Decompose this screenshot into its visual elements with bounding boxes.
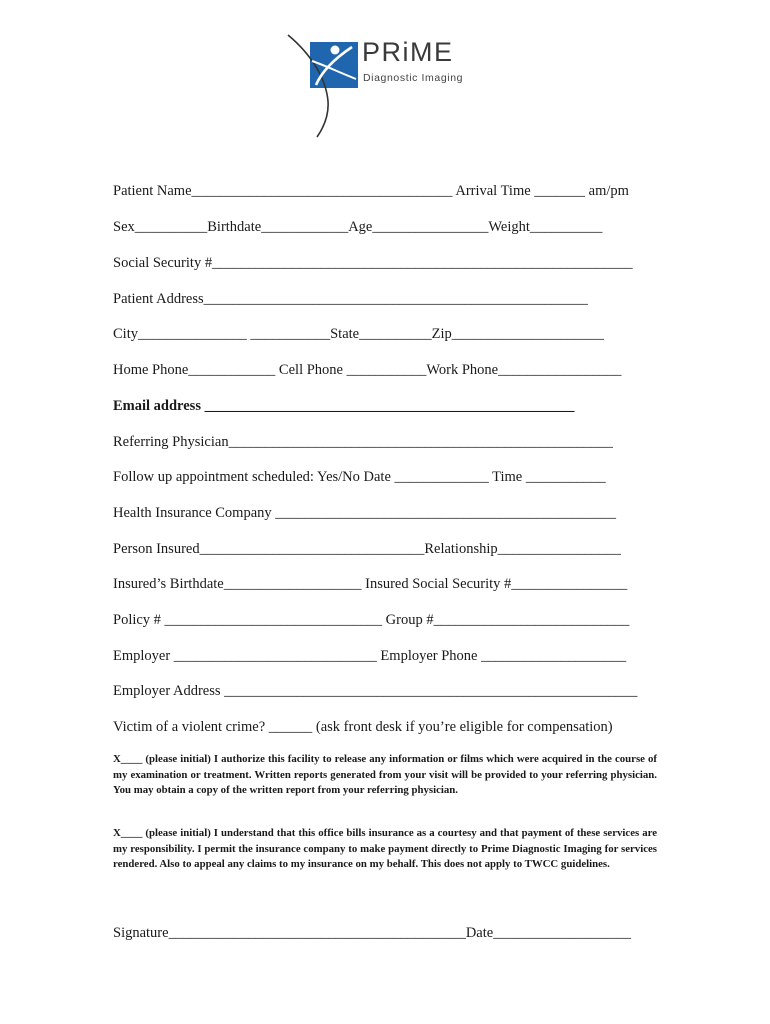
employer-address-line[interactable]: Employer Address _________________________________________________________ (113, 683, 638, 699)
signature-date-line[interactable]: Signature_________________________________________Date___________________ (113, 925, 631, 941)
follow-up-line[interactable]: Follow up appointment scheduled: Yes/No Date _____________ Time ___________ (113, 469, 606, 485)
referring-physician-line[interactable]: Referring Physician_____________________________________________________ (113, 434, 613, 450)
email-address-line[interactable]: Email address ___________________________________________________ (113, 398, 575, 414)
violent-crime-line[interactable]: Victim of a violent crime? ______ (ask front desk if you’re eligible for compensation) (113, 719, 613, 735)
release-authorization-paragraph: X____ (please initial) I authorize this facility to release any information or films which were acquired in the course of my examination or treatment. Written reports generated from your visit will be provided to your referring physician. You may obtain a copy of the written report from your referring physician. (113, 753, 657, 797)
logo-wordmark: PRiME (362, 37, 454, 67)
phone-numbers-line[interactable]: Home Phone____________ Cell Phone ___________Work Phone_________________ (113, 362, 622, 378)
person-insured-line[interactable]: Person Insured_______________________________Relationship_________________ (113, 541, 621, 557)
city-state-zip-line[interactable]: City_______________ ___________State__________Zip_____________________ (113, 326, 604, 342)
patient-address-line[interactable]: Patient Address_____________________________________________________ (113, 291, 588, 307)
employer-line[interactable]: Employer ____________________________ Employer Phone ____________________ (113, 648, 627, 664)
ssn-line[interactable]: Social Security #__________________________________________________________ (113, 255, 633, 271)
prime-logo (284, 33, 484, 139)
billing-consent-paragraph: X____ (please initial) I understand that this office bills insurance as a courtesy and that payment of these services are my responsibility. I permit the insurance company to make payment directly to Prime Diagnostic Imaging for services rendered. Also to appeal any claims to my insurance on my behalf. This does not apply to TWCC guidelines. (113, 827, 657, 871)
logo-subtitle: Diagnostic Imaging (363, 72, 464, 84)
insured-birthdate-line[interactable]: Insured’s Birthdate___________________ Insured Social Security #________________ (113, 576, 628, 592)
health-insurance-line[interactable]: Health Insurance Company _______________________________________________ (113, 505, 617, 521)
sex-birthdate-line[interactable]: Sex__________Birthdate____________Age________________Weight__________ (113, 219, 603, 235)
patient-name-line[interactable]: Patient Name____________________________________ Arrival Time _______ am/pm (113, 183, 629, 199)
policy-group-line[interactable]: Policy # ______________________________ Group #___________________________ (113, 612, 630, 628)
